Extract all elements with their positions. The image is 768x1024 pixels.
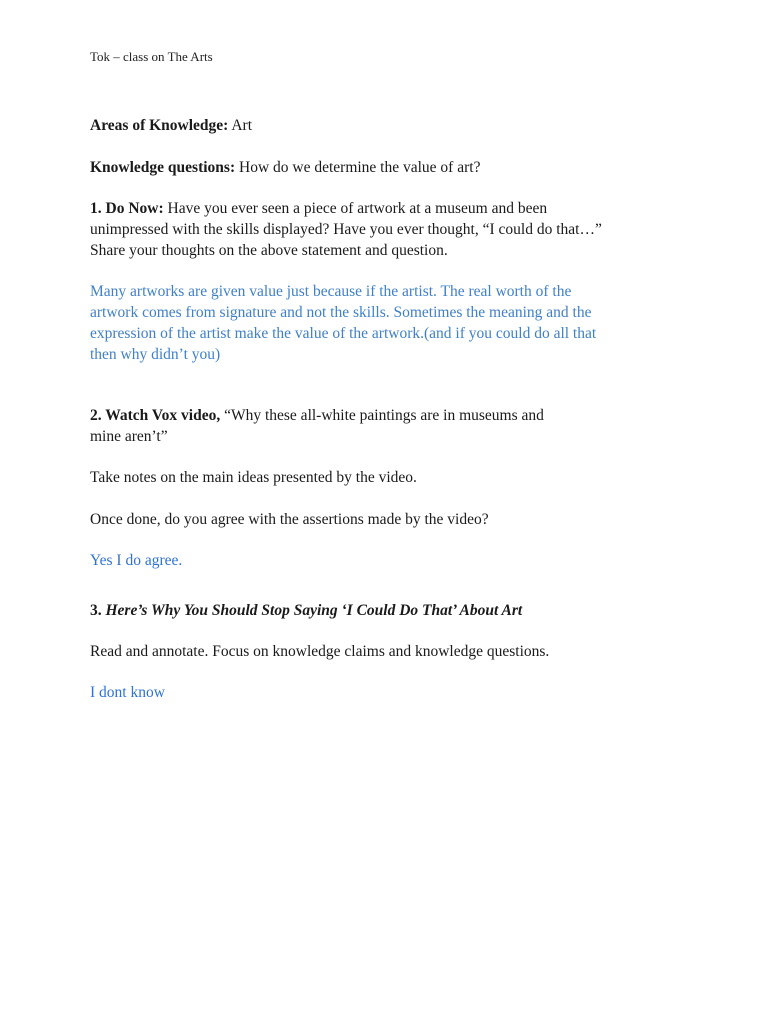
aok-value: Art [228,117,253,134]
aok-label: Areas of Knowledge: [90,117,229,134]
q3-number: 3. [90,602,102,619]
q2-line: “Why these all-white paintings are in museums and [220,407,544,424]
q2-notes: Take notes on the main ideas presented by the video. [90,469,417,486]
kq-value: How do we determine the value of art? [235,159,481,176]
question-1 [90,198,710,261]
answer-3: I dont know [90,684,165,701]
answer-1 [90,281,710,365]
answer-2: Yes I do agree. [90,552,183,569]
q1-label: 1. Do Now: [90,200,164,217]
q3-instruction: Read and annotate. Focus on knowledge claims and knowledge questions. [90,643,550,660]
q2-label: 2. Watch Vox video, [90,407,221,424]
q3-title: Here’s Why You Should Stop Saying ‘I Could Do That’ About Art [101,602,523,619]
a1-line: expression of the artist make the value of the artwork.(and if you could do all that [90,325,597,342]
q1-line: Have you ever seen a piece of artwork at a museum and been [163,200,548,217]
areas-of-knowledge [90,115,710,136]
kq-label: Knowledge questions: [90,159,236,176]
q1-line: unimpressed with the skills displayed? Have you ever thought, “I could do that…” [90,221,602,238]
a1-line: artwork comes from signature and not the skills. Sometimes the meaning and the [90,304,592,321]
a1-line: Many artworks are given value just because if the artist. The real worth of the [90,283,572,300]
a1-line: then why didn’t you) [90,346,221,363]
document-header: Tok – class on The Arts [90,49,213,64]
q2-line: mine aren’t” [90,428,168,445]
question-2 [90,405,710,447]
q2-followup: Once done, do you agree with the assertions made by the video? [90,511,489,528]
knowledge-questions [90,157,710,178]
question-3 [90,600,710,621]
q1-line: Share your thoughts on the above statement and question. [90,242,448,259]
